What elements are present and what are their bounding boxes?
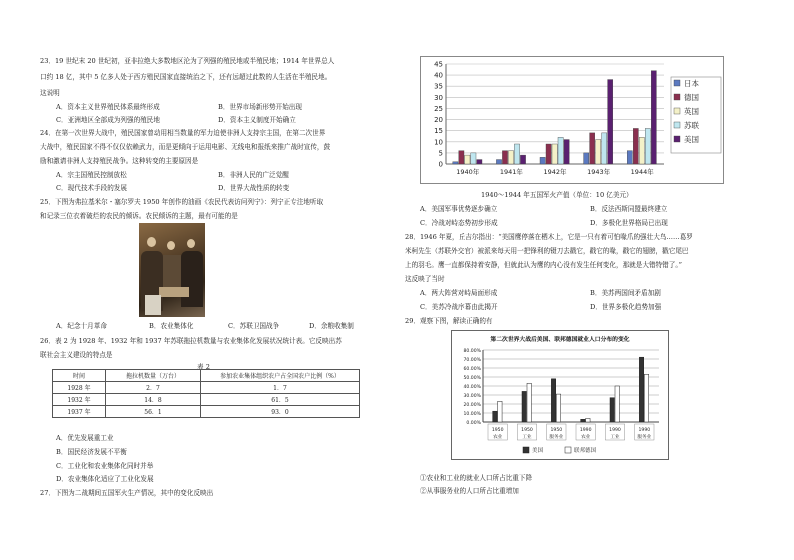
table-row: [53, 394, 360, 406]
table-title: 表 2: [197, 363, 210, 371]
y-tick-label: 80.00%: [463, 349, 481, 354]
x-tick-label: 1941年: [499, 168, 523, 176]
y-tick-label: 70.00%: [463, 358, 481, 363]
munitions-bar-chart: [420, 56, 724, 184]
table-header-row: [53, 370, 360, 382]
y-tick-label: 30: [434, 93, 443, 102]
y-tick-label: 30.00%: [463, 394, 481, 399]
table-header-cell: 时间: [53, 370, 106, 382]
table-cell: 61．5: [201, 394, 360, 406]
legend-swatch: [674, 122, 680, 128]
table-cell: 2．7: [106, 382, 201, 394]
legend-swatch: [523, 447, 529, 453]
chart1-caption: 1940～1944 年五国军火产值（单位：10 亿美元）: [481, 191, 633, 199]
q24-stem-line3: 励和激请非洲人支持殖民战争。这种转变的主要原因是: [40, 157, 199, 165]
employment-bar-chart: [451, 330, 669, 460]
q23-option-b: B．世界市场新形势开始出现: [218, 103, 302, 111]
bar: [639, 137, 644, 164]
bar: [502, 151, 507, 164]
bar: [551, 379, 555, 422]
y-tick-label: 20.00%: [463, 403, 481, 408]
q27-option-a: A．美国军事优势逐步确立: [420, 205, 498, 213]
y-tick-label: 35: [434, 82, 443, 91]
q26-stem-line2: 联社会主义建设的特点是: [40, 351, 113, 359]
x-tick-label: 1940年: [456, 168, 480, 176]
q28-stem-line1: 28．1946 年夏，丘吉尔指出：“美国鹰停落在栖木上，它是一只有着可怕喙爪的强壮大鸟……葛罗: [405, 233, 693, 241]
legend-label: 美国: [532, 448, 544, 454]
bar: [651, 71, 656, 164]
q27-stem: 27．下图为二战期间五国军火生产情况，其中的变化反映出: [40, 489, 214, 497]
legend-swatch: [674, 80, 680, 86]
y-tick-label: 0: [438, 160, 443, 169]
q26-option-a: A．优先发展重工业: [56, 434, 114, 442]
q29-stem: 29．观察下图，解读正确的有: [405, 317, 493, 325]
bar: [546, 144, 551, 164]
table-header-cell: 拖拉机数量（万台）: [106, 370, 201, 382]
q29-option-1: ①农业和工业的就业人口所占比重下降: [420, 474, 533, 482]
table-cell: 93．0: [201, 406, 360, 418]
bar: [520, 155, 525, 164]
bar: [493, 411, 497, 422]
bar: [584, 153, 589, 164]
table-cell: 14．8: [106, 394, 201, 406]
y-tick-label: 45: [434, 60, 443, 69]
q28-stem-line3: 上的羽毛。鹰一直都保持着安静，但就此认为鹰的内心没有发生任何变化，那就是大错特错了。”: [405, 261, 683, 269]
x-tick-sector: 工业: [610, 435, 620, 440]
bar: [644, 374, 648, 422]
bar: [453, 162, 458, 164]
y-tick-label: 50.00%: [463, 376, 481, 381]
q26-option-b: B．国民经济发展不平衡: [56, 448, 127, 456]
q25-stem-line1: 25．下图为弗拉基米尔・塞尔罗夫 1950 年创作的油画《农民代表访问列宁》：列宁正专注地听取: [40, 198, 324, 206]
bar: [552, 144, 557, 164]
q23-stem-line3: 这说明: [40, 89, 60, 97]
q26-option-d: D．农业集体化适应了工业化发展: [56, 475, 154, 483]
table-cell: 1932 年: [53, 394, 106, 406]
bar: [514, 144, 519, 164]
legend-label: 苏联: [684, 121, 699, 130]
bar: [586, 418, 590, 422]
table-cell: 1937 年: [53, 406, 106, 418]
q28-option-c: C．美苏冷战序幕由此揭开: [420, 303, 498, 311]
x-tick-sector: 工业: [522, 435, 532, 440]
q24-stem-line1: 24．在第一次世界大战中，殖民国家曾动用相当数量的军力迫使非洲人支持宗主国，在第二次世界: [40, 129, 326, 137]
legend-swatch: [674, 94, 680, 100]
bar: [645, 128, 650, 164]
q27-option-b: B．反法西斯同盟最终建立: [590, 205, 668, 213]
q23-option-c: C．亚洲地区全部成为列强的殖民地: [56, 116, 160, 124]
y-tick-label: 20: [434, 116, 443, 125]
q28-stem-line2: 米柯先生（苏联外交官）被派来每天用一把锋利的镊刀去戳它，戳它的喙，戳它的翅膀，戳它尾巴: [405, 247, 689, 255]
q28-option-d: D．世界多极化趋势加强: [590, 303, 662, 311]
x-tick-sector: 服务业: [637, 435, 652, 440]
legend-swatch: [674, 108, 680, 114]
q24-option-d: D．世界大战性质的转变: [218, 184, 290, 192]
chart-title: 第二次世界大战后美国、联邦德国就业人口分布的变化: [490, 337, 630, 343]
y-tick-label: 15: [434, 127, 443, 136]
x-tick-sector: 农业: [581, 435, 591, 440]
bar: [610, 398, 614, 422]
x-tick-label: 1943年: [587, 168, 611, 176]
q23-stem-line1: 23．19 世纪末 20 世纪初，亚非拉绝大多数地区沦为了列强的殖民地或半殖民地；1914 年世界总人: [40, 57, 335, 65]
q25-option-b: B．农业集体化: [149, 322, 194, 330]
bar: [615, 386, 619, 422]
x-tick-year: 1950: [491, 428, 504, 433]
y-tick-label: 0.00%: [466, 421, 481, 426]
bar: [564, 140, 569, 164]
bar: [465, 155, 470, 164]
bar: [639, 357, 643, 422]
q24-option-a: A．宗主国殖民控制放松: [56, 171, 127, 179]
y-tick-label: 40.00%: [463, 385, 481, 390]
bar: [540, 157, 545, 164]
bar: [522, 391, 526, 422]
q29-option-2: ②从事服务业的人口所占比重增加: [420, 487, 519, 495]
y-tick-label: 25: [434, 104, 443, 113]
legend-label: 美国: [684, 135, 699, 144]
bar: [602, 133, 607, 164]
q24-stem-line2: 大战中，殖民国家不得不仅仅依赖武力，而是更倾向于运用电影、无线电和报纸来推广战时宣传，鼓: [40, 143, 331, 151]
q28-option-a: A．两大阵营对峙局面形成: [420, 289, 498, 297]
legend-label: 德国: [684, 93, 699, 102]
y-tick-label: 10: [434, 138, 443, 147]
table-row: [53, 382, 360, 394]
x-tick-year: 1950: [550, 428, 563, 433]
bar: [590, 133, 595, 164]
table-cell: 1928 年: [53, 382, 106, 394]
bar: [471, 153, 476, 164]
bar: [496, 160, 501, 164]
legend-swatch: [565, 447, 571, 453]
q24-option-b: B．非洲人民的广泛觉醒: [218, 171, 289, 179]
q23-option-d: D．资本主义制度开始确立: [218, 116, 296, 124]
bar: [596, 140, 601, 164]
q25-stem-line2: 和记录三位衣着破烂的农民的倾诉。农民倾诉的主题，最有可能的是: [40, 212, 238, 220]
legend-swatch: [674, 136, 680, 142]
table-cell: 1．7: [201, 382, 360, 394]
legend-label: 联邦德国: [574, 448, 597, 454]
q28-stem-line4: 这反映了当时: [405, 275, 445, 283]
bar: [633, 128, 638, 164]
y-tick-label: 10.00%: [463, 412, 481, 417]
q25-option-a: A．纪念十月革命: [56, 322, 107, 330]
q23-stem-line2: 口约 18 亿，其中 5 亿多人处于西方殖民国家直接统治之下，还有远超过此数的人生活在半殖民地。: [40, 73, 332, 81]
bar: [556, 394, 560, 422]
y-tick-label: 40: [434, 71, 443, 80]
bar: [527, 383, 531, 422]
x-tick-year: 1990: [609, 428, 621, 433]
q26-option-c: C．工业化和农业集体化同时并举: [56, 462, 154, 470]
table-cell: 56．1: [106, 406, 201, 418]
x-tick-label: 1944年: [630, 168, 654, 176]
bar: [608, 80, 613, 164]
x-tick-year: 1990: [579, 428, 592, 433]
q27-option-d: D．多极化世界格局已出现: [590, 219, 668, 227]
y-tick-label: 5: [438, 149, 443, 158]
painting-image: [139, 223, 205, 317]
bar: [459, 151, 464, 164]
q27-option-c: C．冷战对峙态势初步形成: [420, 219, 498, 227]
q23-option-a: A．资本主义世界殖民体系最终形成: [56, 103, 160, 111]
bar: [508, 151, 513, 164]
q25-option-d: D．余粮收集制: [309, 322, 354, 330]
q24-option-c: C．现代技术手段的发展: [56, 184, 127, 192]
table-header-cell: 参加农业集体组织农户占全国农户比例（%）: [201, 370, 360, 382]
table-row: [53, 406, 360, 418]
data-table: [52, 369, 360, 418]
legend-label: 日本: [684, 79, 699, 88]
q26-stem-line1: 26．表 2 为 1928 年、1932 年和 1937 年苏联拖拉机数量与农业集体化发展状况统计表。它反映出苏: [40, 337, 342, 345]
x-tick-label: 1942年: [543, 168, 567, 176]
q25-option-c: C．苏联卫国战争: [228, 322, 280, 330]
bar: [477, 160, 482, 164]
x-tick-sector: 服务业: [549, 435, 564, 440]
bar: [627, 151, 632, 164]
bar: [558, 137, 563, 164]
x-tick-sector: 农业: [493, 435, 503, 440]
q28-option-b: B．美苏两国间矛盾加剧: [590, 289, 661, 297]
bar: [498, 401, 502, 422]
y-tick-label: 60.00%: [463, 367, 481, 372]
legend-label: 英国: [684, 107, 699, 116]
x-tick-year: 1990: [638, 428, 651, 433]
bar: [581, 419, 585, 422]
x-tick-year: 1950: [521, 428, 533, 433]
